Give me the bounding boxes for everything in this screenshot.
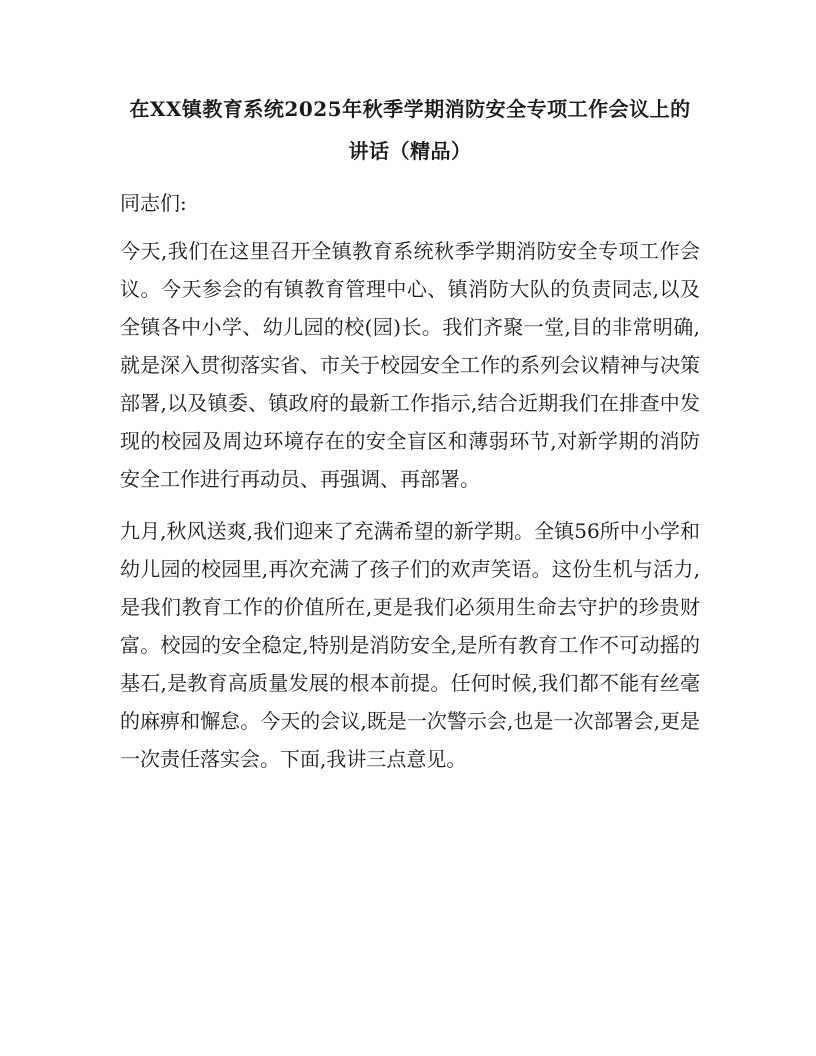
- paragraph-new-semester: 九月,秋风送爽,我们迎来了充满希望的新学期。全镇56所中小学和幼儿园的校园里,再次充满了孩子们的欢声笑语。这份生机与活力,是我们教育工作的价值所在,更是我们必须用生命去守护的珍贵财富。校园的安全稳定,特别是消防安全,是所有教育工作不可动摇的基石,是教育高质量发展的根本前提。任何时候,我们都不能有丝毫的麻痹和懈怠。今天的会议,既是一次警示会,也是一次部署会,更是一次责任落实会。下面,我讲三点意见。: [120, 519, 700, 771]
- document-page: [120, 88, 700, 792]
- document-title: 在XX镇教育系统2025年秋季学期消防安全专项工作会议上的讲话（精品）: [129, 97, 691, 163]
- salutation: 同志们:: [120, 191, 187, 215]
- paragraph-opening: 今天,我们在这里召开全镇教育系统秋季学期消防安全专项工作会议。今天参会的有镇教育管理中心、镇消防大队的负责同志,以及全镇各中小学、幼儿园的校(园)长。我们齐聚一堂,目的非常明确,就是深入贯彻落实省、市关于校园安全工作的系列会议精神与决策部署,以及镇委、镇政府的最新工作指示,结合近期我们在排查中发现的校园及周边环境存在的安全盲区和薄弱环节,对新学期的消防安全工作进行再动员、再强调、再部署。: [120, 239, 700, 491]
